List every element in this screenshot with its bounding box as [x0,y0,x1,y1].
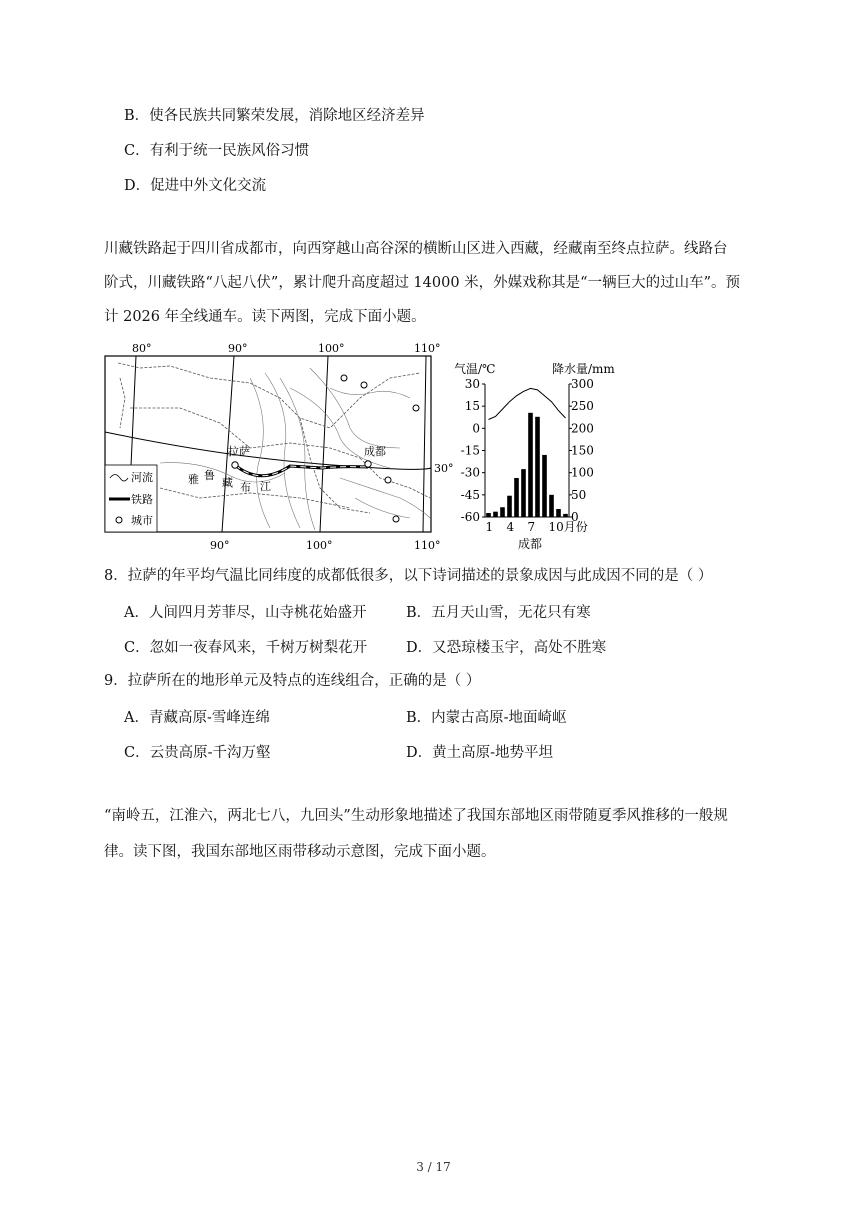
precip-bar [486,513,491,517]
passage2-line1: “南岭五，江淮六，两北七八，九回头”生动形象地描述了我国东部地区雨带随夏季风推移的一般规 [104,808,728,824]
precip-bar [493,512,498,517]
q9-option-c: C．云贵高原-千沟万壑 [124,745,271,761]
precip-axis-label: 降水量/mm [552,362,615,376]
q9-option-a: A．青藏高原-雪峰连绵 [124,710,270,726]
legend-city: 城市 [131,514,153,527]
option-d: D．促进中外文化交流 [124,178,267,194]
precip-tick-label: 150 [571,443,594,458]
passage1-line2: 阶式，川藏铁路“八起八伏”，累计爬升高度超过 14000 米，外媒戏称其是“一辆巨大的过山车”。预 [104,275,740,291]
map-lon-top: 110° [414,342,441,355]
precip-bar [556,509,561,517]
map-lon-top: 100° [318,342,345,355]
temp-tick-label: -60 [460,510,480,524]
map-lat-label: 30° [434,462,454,475]
precip-tick-label: 100 [571,465,594,480]
map-lon-bottom: 90° [210,539,230,552]
precip-tick-label: 250 [571,399,594,414]
q8-option-b: B．五月天山雪，无花只有寒 [406,605,591,621]
precip-tick-label: 200 [571,421,594,436]
precip-bar [521,469,526,517]
temp-tick-label: -30 [460,465,480,480]
legend-railway: 铁路 [131,493,153,506]
map-lon-bottom: 110° [414,539,441,552]
precip-tick-label: 0 [571,510,579,524]
q8-option-c: C．忽如一夜春风来，千树万树梨花开 [124,640,368,656]
chart-title: 成都 [518,537,543,551]
option-c: C．有利于统一民族风俗习惯 [124,143,310,159]
map-city-lasa: 拉萨 [228,445,250,458]
river-char: 鲁 [204,469,215,482]
precip-bar [528,413,533,517]
page-number: 3 / 17 [416,1160,451,1174]
precip-bar [507,496,512,517]
q9-option-b: B．内蒙古高原-地面崎岖 [406,710,567,726]
q9-option-d: D．黄土高原-地势平坦 [406,745,554,761]
passage2-line2: 律。读下图，我国东部地区雨带移动示意图，完成下面小题。 [104,844,496,860]
temp-tick-label: 15 [464,399,480,414]
river-char: 藏 [222,476,233,489]
temperature-line [489,388,566,419]
map-lon-top: 90° [228,342,248,355]
river-char: 雅 [188,473,199,486]
month-tick-label: 1 [485,520,494,534]
passage1-line1: 川藏铁路起于四川省成都市，向西穿越山高谷深的横断山区进入西藏，经藏南至终点拉萨。线路台 [104,241,728,257]
precip-bar [514,478,519,517]
month-tick-label: 7 [527,520,536,534]
precip-bar [549,495,554,517]
precip-tick-label: 300 [571,377,594,391]
q8-stem: 8．拉萨的年平均气温比同纬度的成都低很多，以下诗词描述的景象成因与此成因不同的是（ ） [104,568,713,584]
legend-river: 河流 [131,471,153,484]
q8-option-a: A．人间四月芳菲尽，山寺桃花始盛开 [124,605,367,621]
precip-bar [500,507,505,517]
river-char: 布 [240,481,251,494]
temp-tick-label: -15 [460,443,480,458]
precip-bar [563,514,568,517]
map-lon-bottom: 100° [306,539,333,552]
railway-map [100,338,454,553]
river-char: 江 [260,480,271,493]
option-b: B．使各民族共同繁荣发展，消除地区经济差异 [124,108,425,124]
temp-axis-label: 气温/℃ [454,362,496,376]
climate-chart [452,358,627,554]
precip-bar [542,455,547,517]
month-tick-label: 10月份 [548,520,588,534]
q8-option-d: D．又恐琼楼玉宇，高处不胜寒 [406,640,607,656]
month-tick-label: 4 [506,520,515,534]
map-city-chengdu: 成都 [364,445,386,458]
temp-tick-label: 0 [472,421,480,436]
precip-bar [535,417,540,517]
map-lon-top: 80° [132,342,152,355]
passage1-line3: 计 2026 年全线通车。读下两图，完成下面小题。 [104,309,426,325]
temp-tick-label: -45 [460,487,480,502]
temp-tick-label: 30 [464,377,480,391]
precip-tick-label: 50 [571,487,587,502]
q9-stem: 9．拉萨所在的地形单元及特点的连线组合，正确的是（ ） [104,673,481,689]
